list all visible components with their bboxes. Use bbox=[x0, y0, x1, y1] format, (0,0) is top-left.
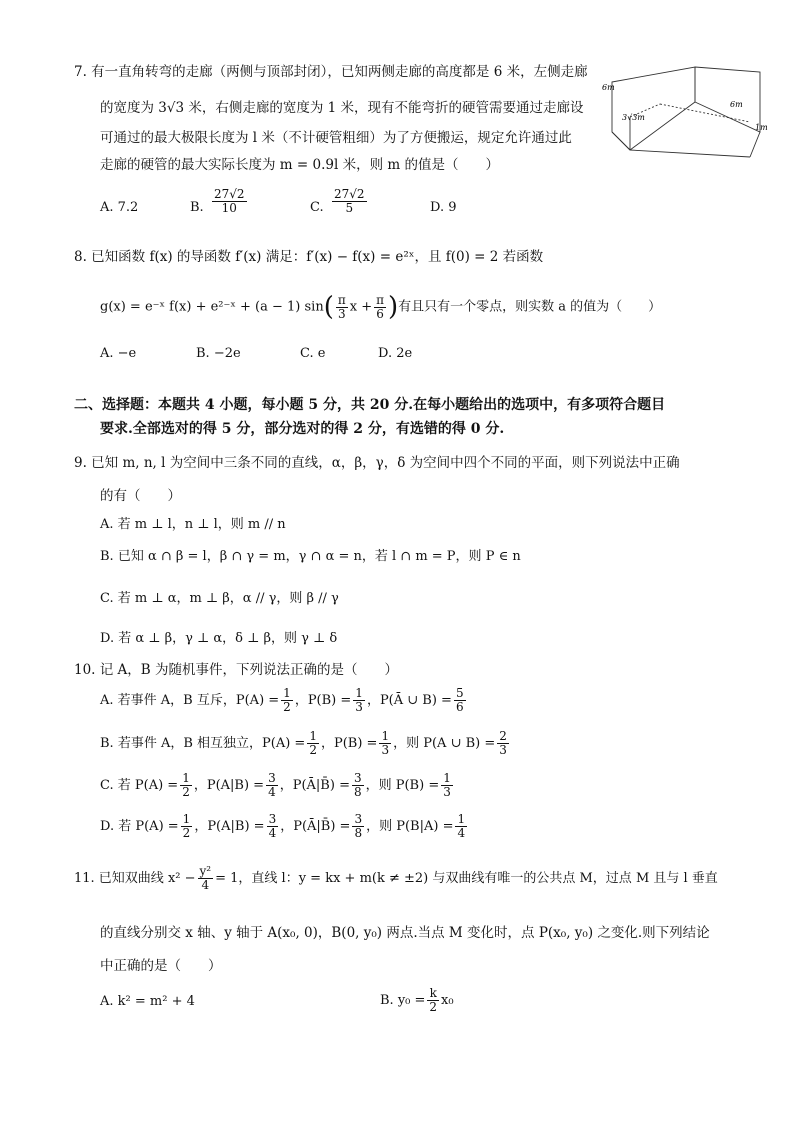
fraction-denominator: 8 bbox=[353, 785, 362, 799]
fraction-numerator: π bbox=[376, 292, 384, 307]
fraction bbox=[267, 813, 279, 840]
q8-expression-end: 有且只有一个零点，则实数 a 的值为（ ） bbox=[398, 299, 662, 315]
corridor-right-bottom-edge bbox=[750, 132, 760, 157]
q11-line-2: 的直线分别交 x 轴、y 轴于 A(x₀, 0)，B(0, y₀) 两点.当点 M 变化时，点 P(x₀, y₀) 之变化.则下列结论 bbox=[100, 925, 710, 941]
text: ，P(A|B) = bbox=[193, 778, 265, 793]
figure-label-right-height: 6m bbox=[730, 100, 743, 109]
corridor-right-face bbox=[695, 67, 760, 132]
section-2-heading-line-2: 要求.全部选对的得 5 分，部分选对的得 2 分，有选错的得 0 分. bbox=[100, 421, 505, 437]
q11-option-a: A. k² = m² + 4 bbox=[100, 994, 195, 1009]
q10-option-c bbox=[100, 769, 455, 803]
text: ，P(Ā|B̄) = bbox=[279, 778, 350, 793]
fraction bbox=[454, 687, 466, 714]
fraction-numerator: 5 bbox=[455, 686, 464, 700]
fraction bbox=[353, 687, 365, 714]
q10-option-d bbox=[100, 810, 469, 844]
q11-line-3: 中正确的是（ ） bbox=[100, 958, 222, 974]
q8-expression-start: g(x) = e⁻ˣ f(x) + e²⁻ˣ + (a − 1) sin bbox=[100, 299, 324, 315]
q8-option-d: D. 2e bbox=[378, 346, 413, 361]
q10-option-a bbox=[100, 684, 468, 718]
q9-line-1: 9. 已知 m, n, l 为空间中三条不同的直线，α，β，γ，δ 为空间中四个不同的平面，则下列说法中正确 bbox=[74, 455, 680, 471]
fraction-numerator: 1 bbox=[182, 812, 191, 826]
fraction-numerator: 27√2 bbox=[214, 187, 245, 201]
fraction bbox=[427, 987, 439, 1014]
fraction-numerator: 3 bbox=[354, 812, 363, 826]
fraction bbox=[441, 772, 453, 799]
fraction-numerator: 2 bbox=[499, 729, 507, 743]
text: ，则 P(B|A) = bbox=[366, 819, 454, 834]
fraction bbox=[198, 865, 214, 892]
text: 11. 已知双曲线 x² − bbox=[74, 871, 196, 886]
text: D. 若 P(A) = bbox=[100, 819, 179, 834]
fraction bbox=[180, 772, 192, 799]
corridor-left-face bbox=[612, 67, 695, 150]
fraction bbox=[455, 813, 467, 840]
q7-line-2: 的宽度为 3√3 米，右侧走廊的宽度为 1 米，现有不能弯折的硬管需要通过走廊设 bbox=[100, 100, 584, 116]
fraction-denominator: 3 bbox=[355, 700, 363, 714]
fraction-numerator: 3 bbox=[353, 771, 362, 785]
q8-expression-mid: x + bbox=[349, 299, 373, 315]
figure-label-left-height: 6m bbox=[602, 83, 615, 92]
corridor-floor-edge bbox=[630, 150, 750, 157]
q9-option-c: C. 若 m ⊥ α，m ⊥ β，α // γ，则 β // γ bbox=[100, 591, 339, 606]
section-2-heading-line-1: 二、选择题：本题共 4 小题，每小题 5 分，共 20 分.在每小题给出的选项中，有多项符合题目 bbox=[74, 397, 666, 413]
fraction-numerator: 1 bbox=[443, 771, 451, 785]
fraction-denominator: 2 bbox=[429, 1000, 438, 1014]
text: ，则 P(A ∪ B) = bbox=[393, 736, 496, 751]
text: ，P(B) = bbox=[320, 736, 378, 751]
fraction-numerator: 3 bbox=[268, 812, 277, 826]
figure-label-left-width: 3√3m bbox=[622, 113, 645, 122]
fraction-numerator: 1 bbox=[309, 729, 317, 743]
q8-option-b: B. −2e bbox=[196, 346, 241, 361]
text: B. 若事件 A，B 相互独立，P(A) = bbox=[100, 736, 306, 751]
text: ，则 P(B) = bbox=[365, 778, 440, 793]
fraction-numerator: 1 bbox=[283, 686, 291, 700]
q7-line-1: 7. 有一直角转弯的走廊（两侧与顶部封闭），已知两侧走廊的高度都是 6 米，左侧走廊 bbox=[74, 64, 588, 80]
q9-option-d: D. 若 α ⊥ β，γ ⊥ α，δ ⊥ β，则 γ ⊥ δ bbox=[100, 631, 338, 646]
fraction-denominator: 2 bbox=[309, 743, 317, 757]
q7-option-b-label: B. bbox=[190, 200, 204, 215]
q7-line-3: 可通过的最大极限长度为 l 米（不计硬管粗细）为了方便搬运，规定允许通过此 bbox=[100, 130, 572, 146]
fraction-numerator: 1 bbox=[457, 812, 466, 826]
fraction-numerator: y² bbox=[199, 864, 212, 878]
fraction bbox=[181, 813, 193, 840]
text: A. 若事件 A，B 互斥，P(A) = bbox=[100, 693, 280, 708]
q11-option-b bbox=[380, 984, 454, 1018]
text: ，P(Ā ∪ B) = bbox=[366, 693, 452, 708]
figure-label-right-width: 1m bbox=[755, 123, 768, 132]
fraction-denominator: 3 bbox=[499, 743, 507, 757]
q10-line-1: 10. 记 A，B 为随机事件，下列说法正确的是（ ） bbox=[74, 662, 399, 678]
q7-line-4: 走廊的硬管的最大实际长度为 m = 0.9l 米，则 m 的值是（ ） bbox=[100, 157, 499, 173]
text: x₀ bbox=[441, 993, 454, 1008]
text: ，P(B) = bbox=[294, 693, 352, 708]
close-paren: ) bbox=[387, 292, 399, 322]
fraction-denominator: 3 bbox=[443, 785, 451, 799]
q7-option-c-fraction bbox=[332, 188, 367, 215]
fraction-denominator: 4 bbox=[457, 826, 466, 840]
fraction-denominator: 10 bbox=[221, 201, 237, 215]
open-paren: ( bbox=[323, 292, 334, 322]
fraction-numerator: 1 bbox=[182, 771, 190, 785]
fraction-denominator: 6 bbox=[376, 306, 384, 321]
q7-option-d: D. 9 bbox=[430, 200, 457, 215]
q8-option-a: A. −e bbox=[100, 346, 137, 361]
corridor-left-bottom-edge bbox=[612, 132, 630, 150]
fraction-numerator: 1 bbox=[381, 729, 390, 743]
q11-line-1 bbox=[74, 862, 718, 896]
q9-option-a: A. 若 m ⊥ l，n ⊥ l，则 m // n bbox=[100, 517, 286, 532]
fraction-denominator: 4 bbox=[268, 785, 276, 799]
q8-fraction-2 bbox=[374, 294, 386, 321]
text: B. y₀ = bbox=[380, 993, 426, 1008]
fraction bbox=[352, 813, 364, 840]
q8-line-2 bbox=[100, 287, 661, 328]
fraction-denominator: 3 bbox=[381, 743, 390, 757]
q7-option-c-label: C. bbox=[310, 200, 324, 215]
fraction bbox=[307, 730, 319, 757]
fraction bbox=[379, 730, 391, 757]
q10-option-b bbox=[100, 727, 511, 761]
fraction bbox=[266, 772, 278, 799]
text: ，P(Ā|B̄) = bbox=[280, 819, 351, 834]
fraction-denominator: 2 bbox=[182, 785, 190, 799]
q7-option-a: A. 7.2 bbox=[100, 200, 139, 215]
fraction-denominator: 2 bbox=[283, 700, 291, 714]
fraction-denominator: 5 bbox=[345, 201, 354, 215]
text: = 1，直线 l：y = kx + m(k ≠ ±2) 与双曲线有唯一的公共点 M，过点 M 且与 l 垂直 bbox=[215, 871, 718, 886]
fraction-denominator: 8 bbox=[354, 826, 363, 840]
fraction-denominator: 2 bbox=[182, 826, 191, 840]
q8-fraction-1 bbox=[336, 294, 348, 321]
fraction bbox=[497, 730, 509, 757]
fraction bbox=[352, 772, 364, 799]
q7-option-b-fraction bbox=[212, 188, 247, 215]
fraction-numerator: π bbox=[337, 292, 346, 307]
fraction-numerator: 3 bbox=[268, 771, 276, 785]
fraction-numerator: 27√2 bbox=[334, 187, 365, 201]
fraction-denominator: 4 bbox=[201, 878, 210, 892]
q9-option-b: B. 已知 α ∩ β = l，β ∩ γ = m，γ ∩ α = n，若 l ∩ m = P，则 P ∈ n bbox=[100, 549, 521, 564]
text: C. 若 P(A) = bbox=[100, 778, 179, 793]
q9-line-2: 的有（ ） bbox=[100, 488, 181, 504]
q8-option-c: C. e bbox=[300, 346, 326, 361]
fraction-denominator: 3 bbox=[337, 306, 346, 321]
fraction-numerator: k bbox=[427, 987, 439, 1001]
text: ，P(A|B) = bbox=[194, 819, 265, 834]
fraction bbox=[281, 687, 293, 714]
corridor-figure bbox=[600, 62, 772, 162]
q8-line-1: 8. 已知函数 f(x) 的导函数 f′(x) 满足：f′(x) − f(x) = e²ˣ，且 f(0) = 2 若函数 bbox=[74, 249, 544, 265]
fraction-denominator: 6 bbox=[455, 700, 464, 714]
fraction-numerator: 1 bbox=[355, 686, 363, 700]
fraction-denominator: 4 bbox=[268, 826, 277, 840]
